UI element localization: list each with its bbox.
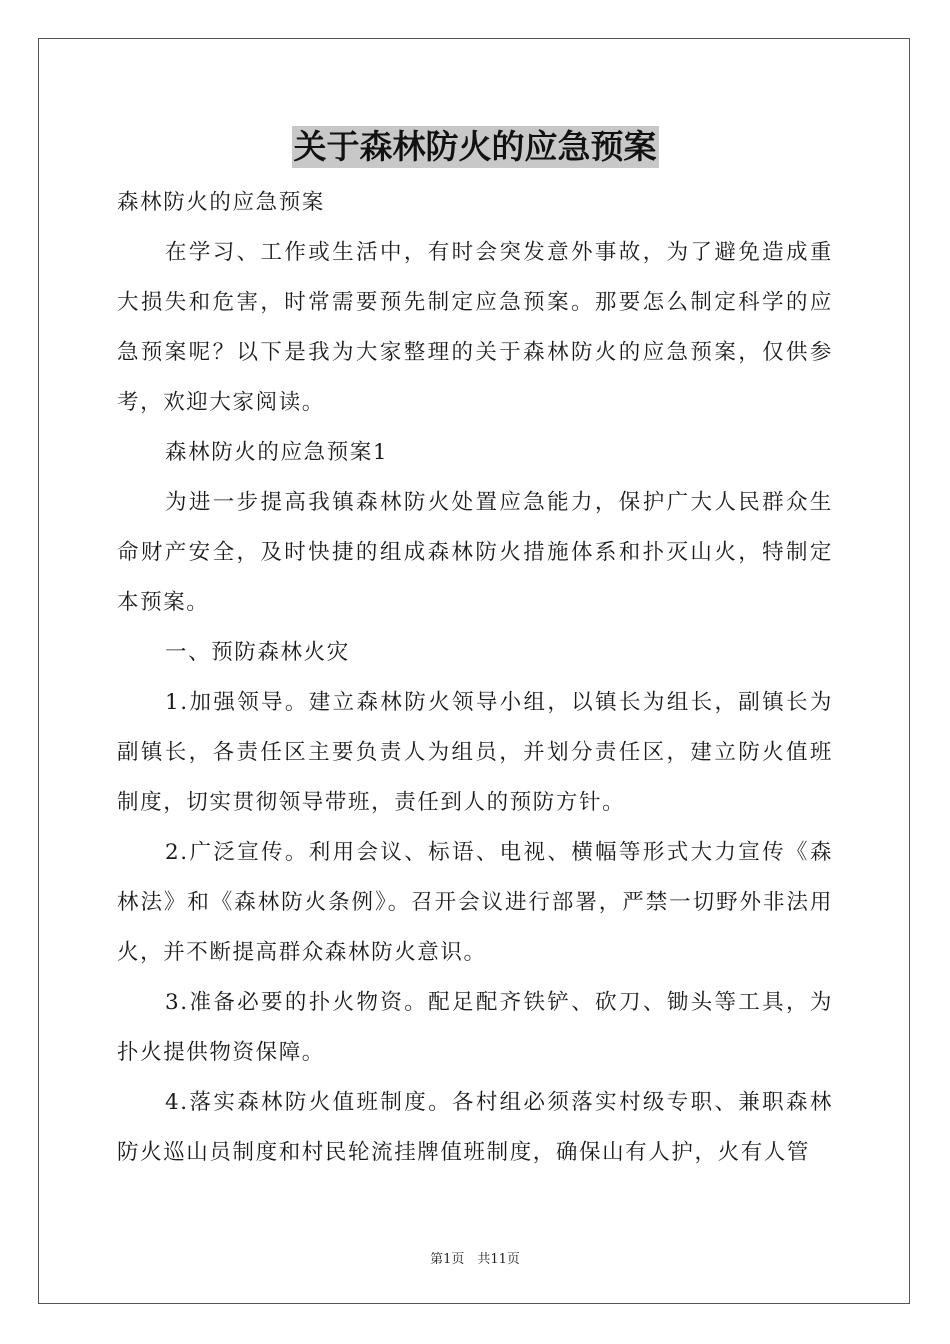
title-container xyxy=(0,126,950,168)
document-title: 关于森林防火的应急预案 xyxy=(293,127,657,166)
intro-paragraph: 在学习、工作或生活中，有时会突发意外事故，为了避免造成重大损失和危害，时常需要预先制定应急预案。那要怎么制定科学的应急预案呢？以下是我为大家整理的关于森林防火的应急预案，仅供参考，欢迎大家阅读。 xyxy=(117,240,833,415)
document-body xyxy=(117,178,833,1178)
list-item: 2.广泛宣传。利用会议、标语、电视、横幅等形式大力宣传《森林法》和《森林防火条例》。召开会议进行部署，严禁一切野外非法用火，并不断提高群众森林防火意识。 xyxy=(117,840,833,965)
page-footer: 第1页 共11页 xyxy=(430,1252,520,1267)
body-paragraph: 为进一步提高我镇森林防火处置应急能力，保护广大人民群众生命财产安全，及时快捷的组成森林防火措施体系和扑灭山火，特制定本预案。 xyxy=(117,490,833,615)
section-heading: 一、预防森林火灾 xyxy=(165,640,350,665)
list-item: 3.准备必要的扑火物资。配足配齐铁铲、砍刀、锄头等工具，为扑火提供物资保障。 xyxy=(117,990,833,1065)
list-item: 4.落实森林防火值班制度。各村组必须落实村级专职、兼职森林防火巡山员制度和村民轮流挂牌值班制度，确保山有人护，火有人管 xyxy=(117,1090,833,1165)
section-heading: 森林防火的应急预案1 xyxy=(165,440,389,465)
subtitle-paragraph: 森林防火的应急预案 xyxy=(117,190,325,215)
list-item: 1.加强领导。建立森林防火领导小组，以镇长为组长，副镇长为副镇长，各责任区主要负责人为组员，并划分责任区，建立防火值班制度，切实贯彻领导带班，责任到人的预防方针。 xyxy=(117,690,833,815)
